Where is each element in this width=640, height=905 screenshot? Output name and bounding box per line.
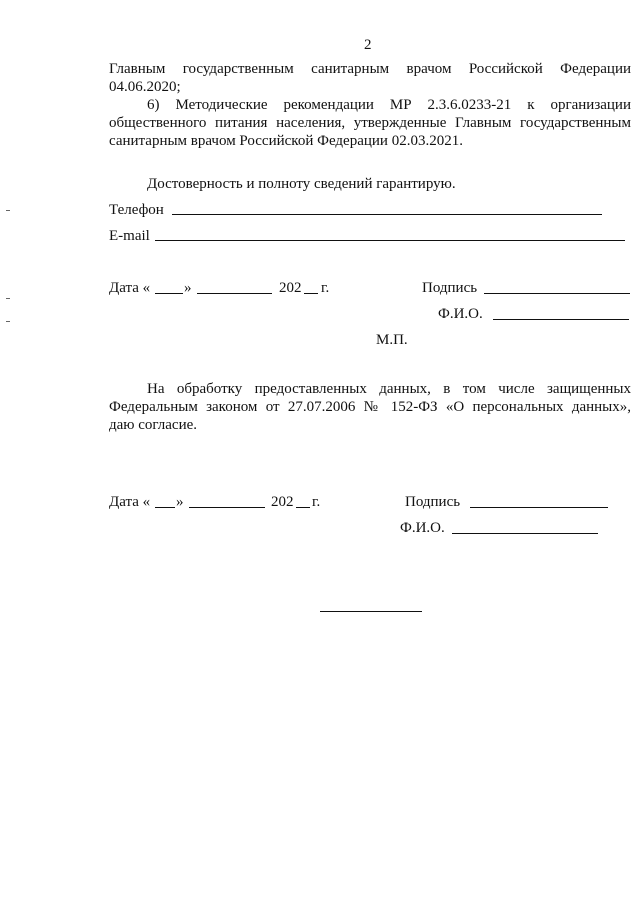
date-year: 202 [279,280,302,296]
paragraph-line: 04.06.2020; [109,79,181,95]
date-day-field[interactable] [155,293,183,294]
margin-mark [6,321,10,322]
fio-field[interactable] [493,319,629,320]
consent-line: Федеральным законом от 27.07.2006 № 152-ФЗ «О персональных данных», [109,399,631,415]
email-field[interactable] [155,240,625,241]
date-year-suffix: г. [312,494,321,510]
email-label: E-mail [109,228,150,244]
date-month-field[interactable] [197,293,272,294]
signature-field[interactable] [484,293,630,294]
margin-mark [6,298,10,299]
margin-mark [6,210,10,211]
consent-line: На обработку предоставленных данных, в том числе защищенных [147,381,631,397]
signature-field[interactable] [470,507,608,508]
paragraph-line: санитарным врачом Российской Федерации 02.03.2021. [109,133,463,149]
date-label: Дата « [109,494,151,510]
phone-field[interactable] [172,214,602,215]
paragraph-line: общественного питания населения, утвержденные Главным государственным [109,115,631,131]
fio-field[interactable] [452,533,598,534]
guarantee-text: Достоверность и полноту сведений гарантирую. [147,176,456,192]
signature-label: Подпись [405,494,461,510]
fio-label: Ф.И.О. [400,520,445,536]
date-month-field[interactable] [189,507,265,508]
paragraph-line: 6) Методические рекомендации МР 2.3.6.0233-21 к организации [147,97,631,113]
date-year-field[interactable] [304,293,318,294]
stamp-label: М.П. [376,332,408,348]
date-day-field[interactable] [155,507,175,508]
date-label: Дата « [109,280,151,296]
phone-label: Телефон [109,202,164,218]
date-quote-close: » [176,494,184,510]
closing-rule [320,611,422,612]
fio-label: Ф.И.О. [438,306,483,322]
date-quote-close: » [184,280,192,296]
date-year: 202 [271,494,294,510]
signature-label: Подпись [422,280,478,296]
consent-line: даю согласие. [109,417,198,433]
paragraph-line: Главным государственным санитарным врачом Российской Федерации [109,61,631,77]
date-year-field[interactable] [296,507,310,508]
date-year-suffix: г. [321,280,330,296]
page-number: 2 [364,37,372,53]
